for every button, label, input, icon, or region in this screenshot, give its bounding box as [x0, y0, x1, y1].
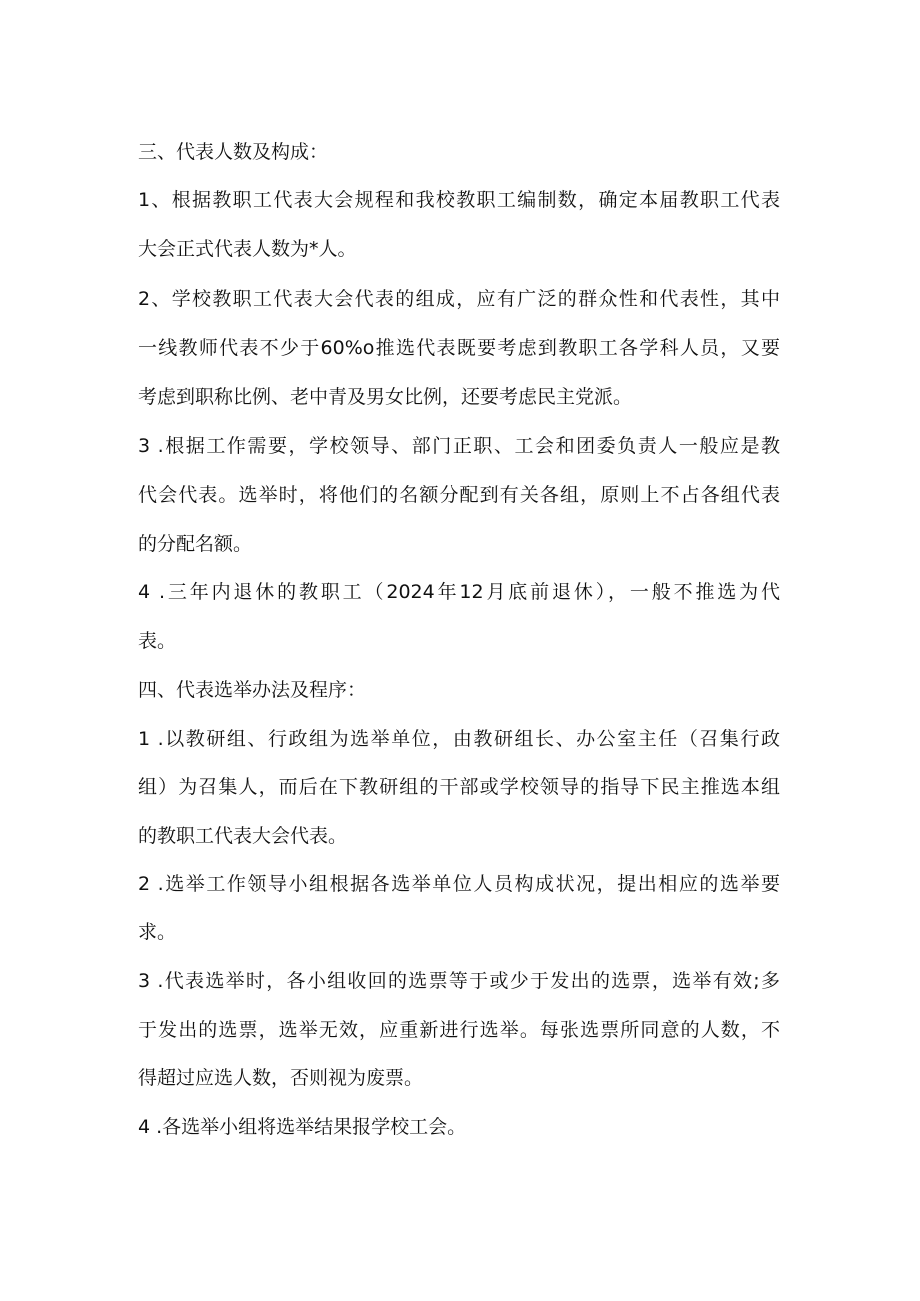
paragraph-line: 得超过应选人数，否则视为废票。 [138, 1067, 424, 1089]
paragraph-line: 1 .以教研组、行政组为选举单位，由教研组长、办公室主任（召集行政 [138, 728, 780, 750]
paragraph-line: 组）为召集人，而后在下教研组的干部或学校领导的指导下民主推选本组 [138, 776, 780, 798]
paragraph-line: 4 .三年内退休的教职工（2024年12月底前退休），一般不推选为代 [138, 581, 780, 603]
paragraph-line: 求。 [138, 921, 177, 943]
paragraph-line: 代会代表。选举时，将他们的名额分配到有关各组，原则上不占各组代表 [138, 484, 780, 506]
paragraph-line: 表。 [138, 630, 177, 652]
paragraph-line: 于发出的选票，选举无效，应重新进行选举。每张选票所同意的人数，不 [138, 1019, 780, 1041]
paragraph-line: 的教职工代表大会代表。 [138, 825, 348, 847]
section-heading-4: 四、代表选举办法及程序： [138, 679, 367, 701]
paragraph-line: 3 .代表选举时，各小组收回的选票等于或少于发出的选票，选举有效;多 [138, 970, 780, 992]
paragraph-line: 2、学校教职工代表大会代表的组成，应有广泛的群众性和代表性，其中 [138, 288, 780, 310]
paragraph-line: 1、根据教职工代表大会规程和我校教职工编制数，确定本届教职工代表 [138, 189, 780, 211]
paragraph-line: 2 .选举工作领导小组根据各选举单位人员构成状况，提出相应的选举要 [138, 873, 780, 895]
section-heading-3: 三、代表人数及构成： [138, 141, 329, 163]
paragraph-line: 的分配名额。 [138, 533, 253, 555]
paragraph-line: 大会正式代表人数为*人。 [138, 238, 357, 260]
paragraph-line: 4 .各选举小组将选举结果报学校工会。 [138, 1116, 467, 1138]
paragraph-line: 一线教师代表不少于60%o推选代表既要考虑到教职工各学科人员，又要 [138, 337, 780, 359]
paragraph-line: 3 .根据工作需要，学校领导、部门正职、工会和团委负责人一般应是教 [138, 435, 780, 457]
paragraph-line: 考虑到职称比例、老中青及男女比例，还要考虑民主党派。 [138, 386, 633, 408]
